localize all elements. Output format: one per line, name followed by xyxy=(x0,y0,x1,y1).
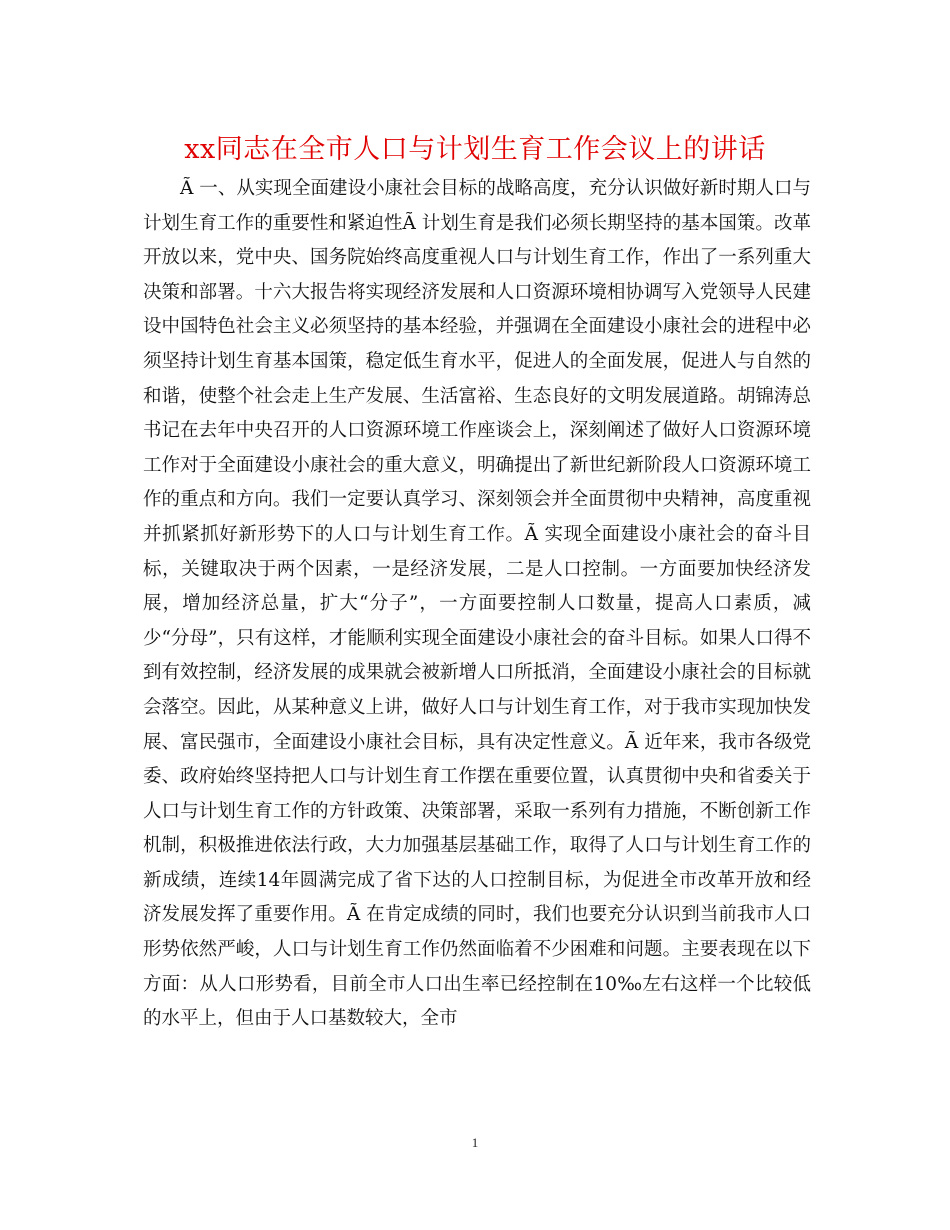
document-body-paragraph: Ã 一、从实现全面建设小康社会目标的战略高度，充分认识做好新时期人口与计划生育工作的重要性和紧迫性Ã 计划生育是我们必须长期坚持的基本国策。改革开放以来，党中央、国务院始终高度重视人口与计划生育工作，作出了一系列重大决策和部署。十六大报告将实现经济发展和人口资源环境相协调写入党领导人民建设中国特色社会主义必须坚持的基本经验，并强调在全面建设小康社会的进程中必须坚持计划生育基本国策，稳定低生育水平，促进人的全面发展，促进人与自然的和谐，使整个社会走上生产发展、生活富裕、生态良好的文明发展道路。胡锦涛总书记在去年中央召开的人口资源环境工作座谈会上，深刻阐述了做好人口资源环境工作对于全面建设小康社会的重大意义，明确提出了新世纪新阶段人口资源环境工作的重点和方向。我们一定要认真学习、深刻领会并全面贯彻中央精神，高度重视并抓紧抓好新形势下的人口与计划生育工作。Ã 实现全面建设小康社会的奋斗目标，关键取决于两个因素，一是经济发展，二是人口控制。一方面要加快经济发展，增加经济总量，扩大“分子”，一方面要控制人口数量，提高人口素质，减少“分母”，只有这样，才能顺利实现全面建设小康社会的奋斗目标。如果人口得不到有效控制，经济发展的成果就会被新增人口所抵消，全面建设小康社会的目标就会落空。因此，从某种意义上讲，做好人口与计划生育工作，对于我市实现加快发展、富民强市，全面建设小康社会目标，具有决定性意义。Ã 近年来，我市各级党委、政府始终坚持把人口与计划生育工作摆在重要位置，认真贯彻中央和省委关于人口与计划生育工作的方针政策、决策部署，采取一系列有力措施，不断创新工作机制，积极推进依法行政，大力加强基层基础工作，取得了人口与计划生育工作的新成绩，连续14年圆满完成了省下达的人口控制目标，为促进全市改革开放和经济发展发挥了重要作用。Ã 在肯定成绩的同时，我们也要充分认识到当前我市人口形势依然严峻，人口与计划生育工作仍然面临着不少困难和问题。主要表现在以下方面：从人口形势看，目前全市人口出生率已经控制在10‰左右这样一个比较低的水平上，但由于人口基数较大，全市 xyxy=(143,178,811,1030)
document-title: xx同志在全市人口与计划生育工作会议上的讲话 xyxy=(184,134,766,165)
page-number: 1 xyxy=(471,1135,479,1150)
